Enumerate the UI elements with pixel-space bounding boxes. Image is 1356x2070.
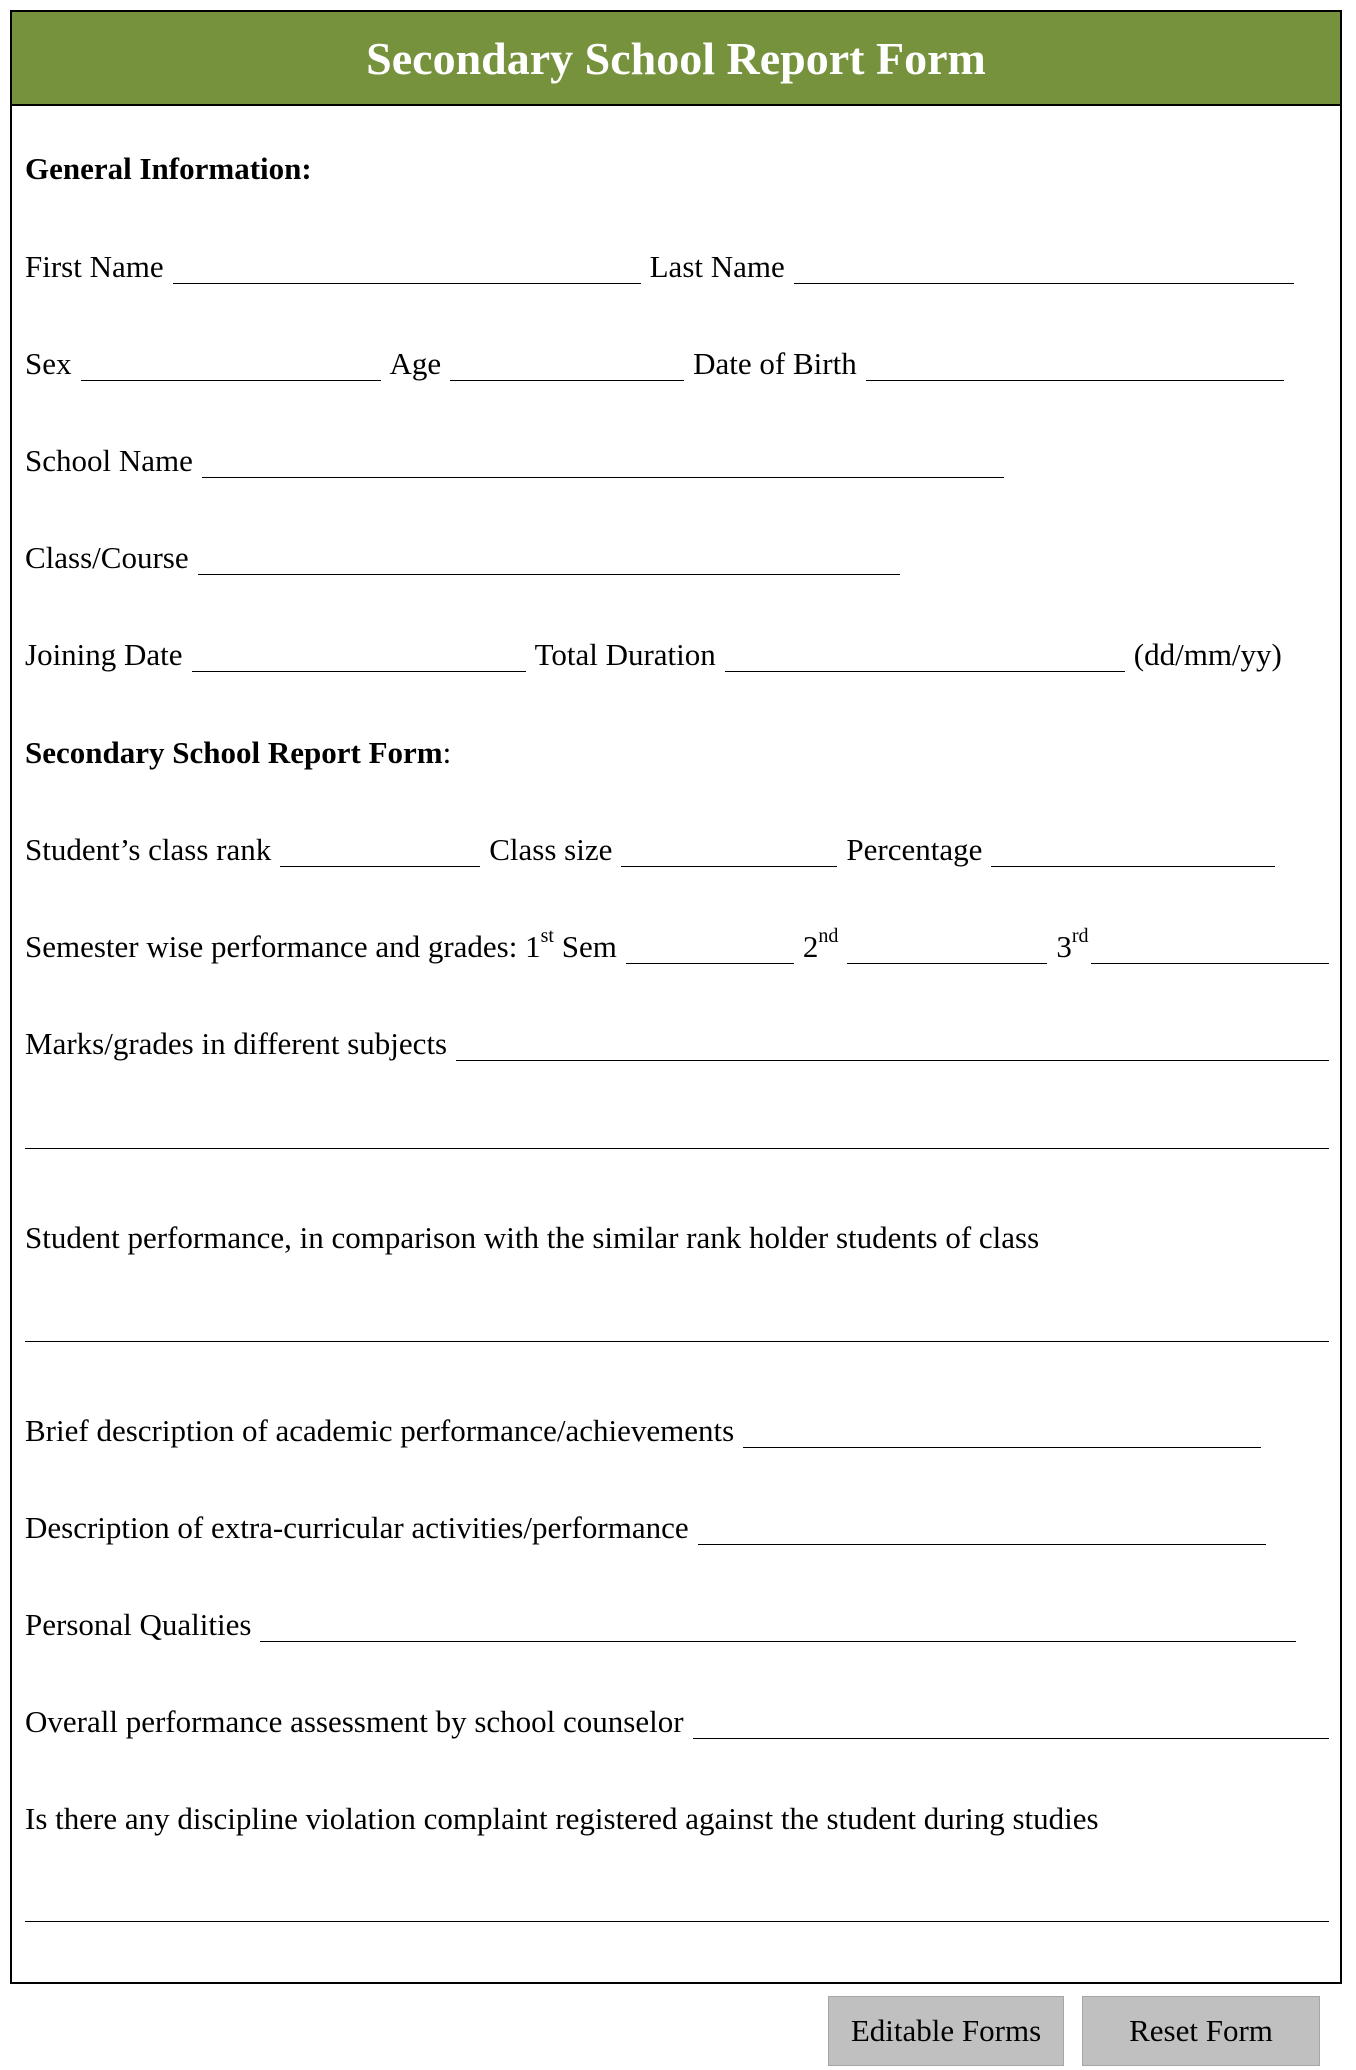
academic-row <box>25 1404 1329 1448</box>
percentage-label: Percentage <box>846 832 983 867</box>
school-name-label: School Name <box>25 443 193 478</box>
qualities-row <box>25 1598 1329 1642</box>
sem2-field[interactable] <box>847 934 1047 964</box>
extracurricular-label: Description of extra-curricular activities/performance <box>25 1510 689 1545</box>
discipline-row <box>25 1792 1329 1836</box>
dob-field[interactable] <box>866 351 1284 381</box>
dob-label: Date of Birth <box>693 346 857 381</box>
percentage-field[interactable] <box>991 837 1275 867</box>
general-info-heading: General Information: <box>25 151 312 186</box>
report-heading: Secondary School Report Form <box>25 735 443 770</box>
total-duration-label: Total Duration <box>534 637 716 672</box>
semester-row <box>25 920 1329 964</box>
overall-row <box>25 1695 1329 1739</box>
last-name-field[interactable] <box>794 254 1294 284</box>
qualities-label: Personal Qualities <box>25 1607 252 1642</box>
sem3-label: 3rd <box>1056 924 1089 964</box>
sex-label: Sex <box>25 346 72 381</box>
total-duration-field[interactable] <box>725 642 1125 672</box>
academic-field[interactable] <box>743 1418 1261 1448</box>
marks-row <box>25 1017 1329 1061</box>
form-frame <box>10 10 1342 1984</box>
marks-label: Marks/grades in different subjects <box>25 1026 448 1061</box>
class-size-label: Class size <box>489 832 613 867</box>
form-title: Secondary School Report Form <box>366 32 986 84</box>
marks-field[interactable] <box>456 1031 1329 1061</box>
class-course-row <box>25 531 1329 575</box>
first-name-label: First Name <box>25 249 164 284</box>
comparison-line[interactable] <box>25 1341 1329 1342</box>
editable-forms-button[interactable]: Editable Forms <box>828 1996 1064 2066</box>
class-rank-label: Student’s class rank <box>25 832 272 867</box>
semester-label: Semester wise performance and grades: 1st Sem <box>25 924 617 964</box>
rank-row <box>25 823 1329 867</box>
class-course-field[interactable] <box>198 545 900 575</box>
sem1-field[interactable] <box>626 934 794 964</box>
joining-date-field[interactable] <box>192 642 526 672</box>
title-bar <box>10 10 1342 106</box>
qualities-field[interactable] <box>260 1612 1296 1642</box>
class-size-field[interactable] <box>621 837 837 867</box>
name-row <box>25 240 1329 284</box>
class-course-label: Class/Course <box>25 540 189 575</box>
sex-field[interactable] <box>81 351 381 381</box>
sex-age-dob-row <box>25 337 1329 381</box>
overall-field[interactable] <box>693 1709 1329 1739</box>
comparison-row <box>25 1211 1329 1255</box>
comparison-label: Student performance, in comparison with the similar rank holder students of class <box>25 1220 1040 1255</box>
school-name-row <box>25 434 1329 478</box>
discipline-label: Is there any discipline violation complaint registered against the student during studies <box>25 1801 1099 1836</box>
report-heading-colon: : <box>442 735 452 770</box>
joining-date-label: Joining Date <box>25 637 183 672</box>
discipline-line[interactable] <box>25 1921 1329 1922</box>
age-label: Age <box>389 346 442 381</box>
extracurricular-field[interactable] <box>698 1515 1266 1545</box>
academic-label: Brief description of academic performance/achievements <box>25 1413 735 1448</box>
overall-label: Overall performance assessment by school counselor <box>25 1704 684 1739</box>
general-info-heading-row <box>25 142 1329 186</box>
first-name-field[interactable] <box>173 254 641 284</box>
date-format-hint: (dd/mm/yy) <box>1133 637 1282 672</box>
age-field[interactable] <box>450 351 684 381</box>
extracurricular-row <box>25 1501 1329 1545</box>
marks-continuation-line[interactable] <box>25 1148 1329 1149</box>
report-heading-row <box>25 726 1329 770</box>
class-rank-field[interactable] <box>280 837 480 867</box>
sem2-label: 2nd <box>802 924 839 964</box>
joining-duration-row <box>25 628 1329 672</box>
sem3-field[interactable] <box>1091 934 1330 964</box>
last-name-label: Last Name <box>649 249 785 284</box>
reset-form-button[interactable]: Reset Form <box>1082 1996 1320 2066</box>
school-name-field[interactable] <box>202 448 1004 478</box>
